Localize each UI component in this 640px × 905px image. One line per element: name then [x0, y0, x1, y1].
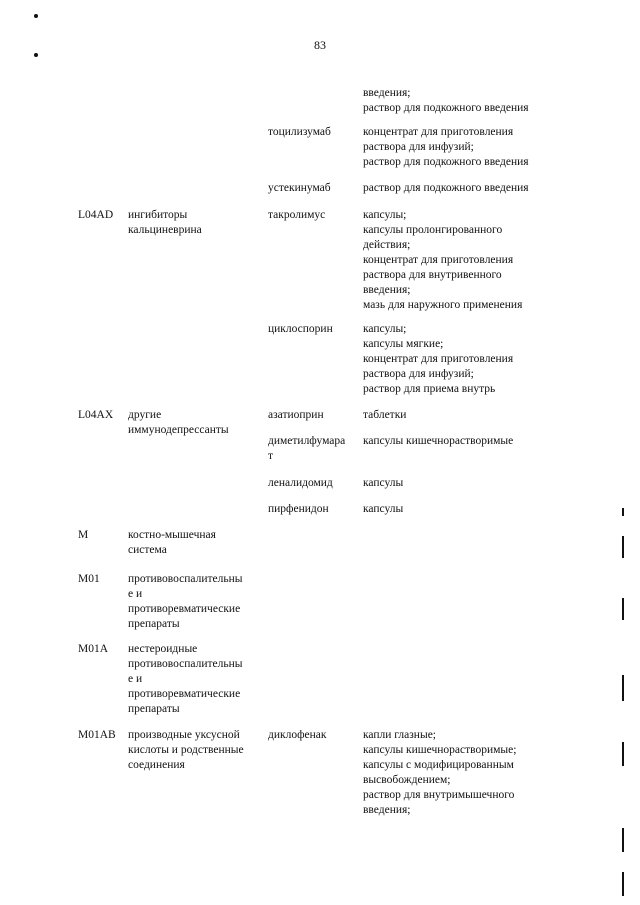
- drug-name-line: такролимус: [268, 209, 326, 221]
- atc-group-name-line: кислоты и родственные: [128, 744, 244, 756]
- dosage-forms-line: мазь для наружного применения: [363, 299, 523, 311]
- atc-group-name-line: противовоспалительны: [128, 573, 243, 585]
- atc-group-name-line: препараты: [128, 703, 180, 715]
- atc-group-name: [128, 728, 244, 773]
- atc-group-name-line: противовоспалительны: [128, 658, 243, 670]
- dosage-forms-line: раствора для инфузий;: [363, 368, 474, 380]
- drug-name-line: тоцилизумаб: [268, 126, 331, 138]
- dosage-forms-line: введения;: [363, 284, 411, 296]
- atc-group-name-line: производные уксусной: [128, 729, 240, 741]
- atc-code: M01AB: [78, 729, 116, 741]
- atc-group-name-line: соединения: [128, 759, 185, 771]
- dosage-forms: [363, 408, 406, 423]
- dosage-forms-line: раствор для внутримышечного: [363, 789, 515, 801]
- dosage-forms-line: таблетки: [363, 409, 407, 421]
- drug-name-line: циклоспорин: [268, 323, 333, 335]
- dosage-forms-line: концентрат для приготовления: [363, 126, 514, 138]
- dosage-forms: [363, 208, 522, 313]
- atc-group-name-line: ингибиторы: [128, 209, 188, 221]
- scan-edge-mark: [622, 508, 624, 516]
- drug-name-line: диметилфумара: [268, 435, 346, 447]
- dosage-forms-line: концентрат для приготовления: [363, 254, 514, 266]
- dosage-forms-line: капсулы пролонгированного: [363, 224, 503, 236]
- dosage-forms-line: концентрат для приготовления: [363, 353, 514, 365]
- atc-code: L04AD: [78, 209, 114, 221]
- atc-group-name-line: иммунодепрессанты: [128, 424, 229, 436]
- scan-edge-mark: [622, 742, 624, 766]
- drug-name: [268, 502, 329, 517]
- dosage-forms-line: раствора для инфузий;: [363, 141, 474, 153]
- atc-group-name: [128, 528, 216, 558]
- binding-hole-top: [34, 14, 38, 18]
- atc-group-name-line: е и: [128, 588, 143, 600]
- scan-edge-mark: [622, 598, 624, 620]
- dosage-forms-line: введения;: [363, 804, 411, 816]
- drug-name-line: диклофенак: [268, 729, 327, 741]
- drug-name-line: азатиоприн: [268, 409, 324, 421]
- drug-name-line: леналидомид: [268, 477, 333, 489]
- dosage-forms-line: капсулы: [363, 477, 404, 489]
- atc-code: M: [78, 529, 89, 541]
- page-number: 83: [314, 38, 326, 52]
- atc-group-name-line: противоревматические: [128, 688, 241, 700]
- dosage-forms: [363, 728, 516, 818]
- scan-edge-mark: [622, 675, 624, 701]
- dosage-forms-line: капсулы;: [363, 209, 407, 221]
- dosage-forms-line: раствор для подкожного введения: [363, 182, 529, 194]
- drug-name: [268, 476, 333, 491]
- drug-name: [268, 408, 324, 423]
- dosage-forms-line: капли глазные;: [363, 729, 436, 741]
- dosage-forms: [363, 322, 513, 397]
- drug-name-line: устекинумаб: [268, 182, 331, 194]
- atc-code: M01: [78, 573, 100, 585]
- atc-group-name-line: система: [128, 544, 167, 556]
- atc-code: M01A: [78, 643, 109, 655]
- atc-group-name: [128, 208, 202, 238]
- dosage-forms-line: капсулы мягкие;: [363, 338, 444, 350]
- binding-hole-bottom: [34, 53, 38, 57]
- atc-group-name: [128, 572, 243, 632]
- atc-group-name-line: противоревматические: [128, 603, 241, 615]
- dosage-forms-line: капсулы кишечнорастворимые;: [363, 744, 517, 756]
- scan-edge-mark: [622, 536, 624, 558]
- dosage-forms-line: капсулы: [363, 503, 404, 515]
- atc-group-name-line: другие: [128, 409, 162, 421]
- dosage-forms-line: высвобождением;: [363, 774, 451, 786]
- dosage-forms-line: раствор для подкожного введения: [363, 102, 529, 114]
- atc-group-name-line: костно-мышечная: [128, 529, 216, 541]
- atc-code: L04AX: [78, 409, 114, 421]
- dosage-forms: [363, 434, 513, 449]
- dosage-forms: [363, 86, 529, 116]
- dosage-forms-line: капсулы с модифицированным: [363, 759, 514, 771]
- dosage-forms: [363, 502, 403, 517]
- atc-group-name: [128, 408, 229, 438]
- dosage-forms-line: раствора для внутривенного: [363, 269, 502, 281]
- drug-name: [268, 181, 331, 196]
- atc-group-name-line: нестероидные: [128, 643, 198, 655]
- dosage-forms-line: капсулы кишечнорастворимые: [363, 435, 514, 447]
- dosage-forms: [363, 181, 529, 196]
- scan-edge-mark: [622, 828, 624, 852]
- dosage-forms: [363, 476, 403, 491]
- atc-group-name-line: е и: [128, 673, 143, 685]
- drug-name: [268, 728, 326, 743]
- atc-group-name-line: препараты: [128, 618, 180, 630]
- scan-edge-mark: [622, 872, 624, 896]
- dosage-forms-line: капсулы;: [363, 323, 407, 335]
- drug-name: [268, 322, 333, 337]
- dosage-forms-line: раствор для приема внутрь: [363, 383, 496, 395]
- drug-name: [268, 434, 345, 464]
- drug-name: [268, 125, 331, 140]
- drug-name-line: т: [268, 450, 274, 462]
- atc-group-name-line: кальциневрина: [128, 224, 202, 236]
- dosage-forms-line: действия;: [363, 239, 411, 251]
- dosage-forms-line: раствор для подкожного введения: [363, 156, 529, 168]
- atc-group-name: [128, 642, 243, 717]
- drug-name: [268, 208, 325, 223]
- dosage-forms-line: введения;: [363, 87, 411, 99]
- dosage-forms: [363, 125, 529, 170]
- drug-name-line: пирфенидон: [268, 503, 329, 515]
